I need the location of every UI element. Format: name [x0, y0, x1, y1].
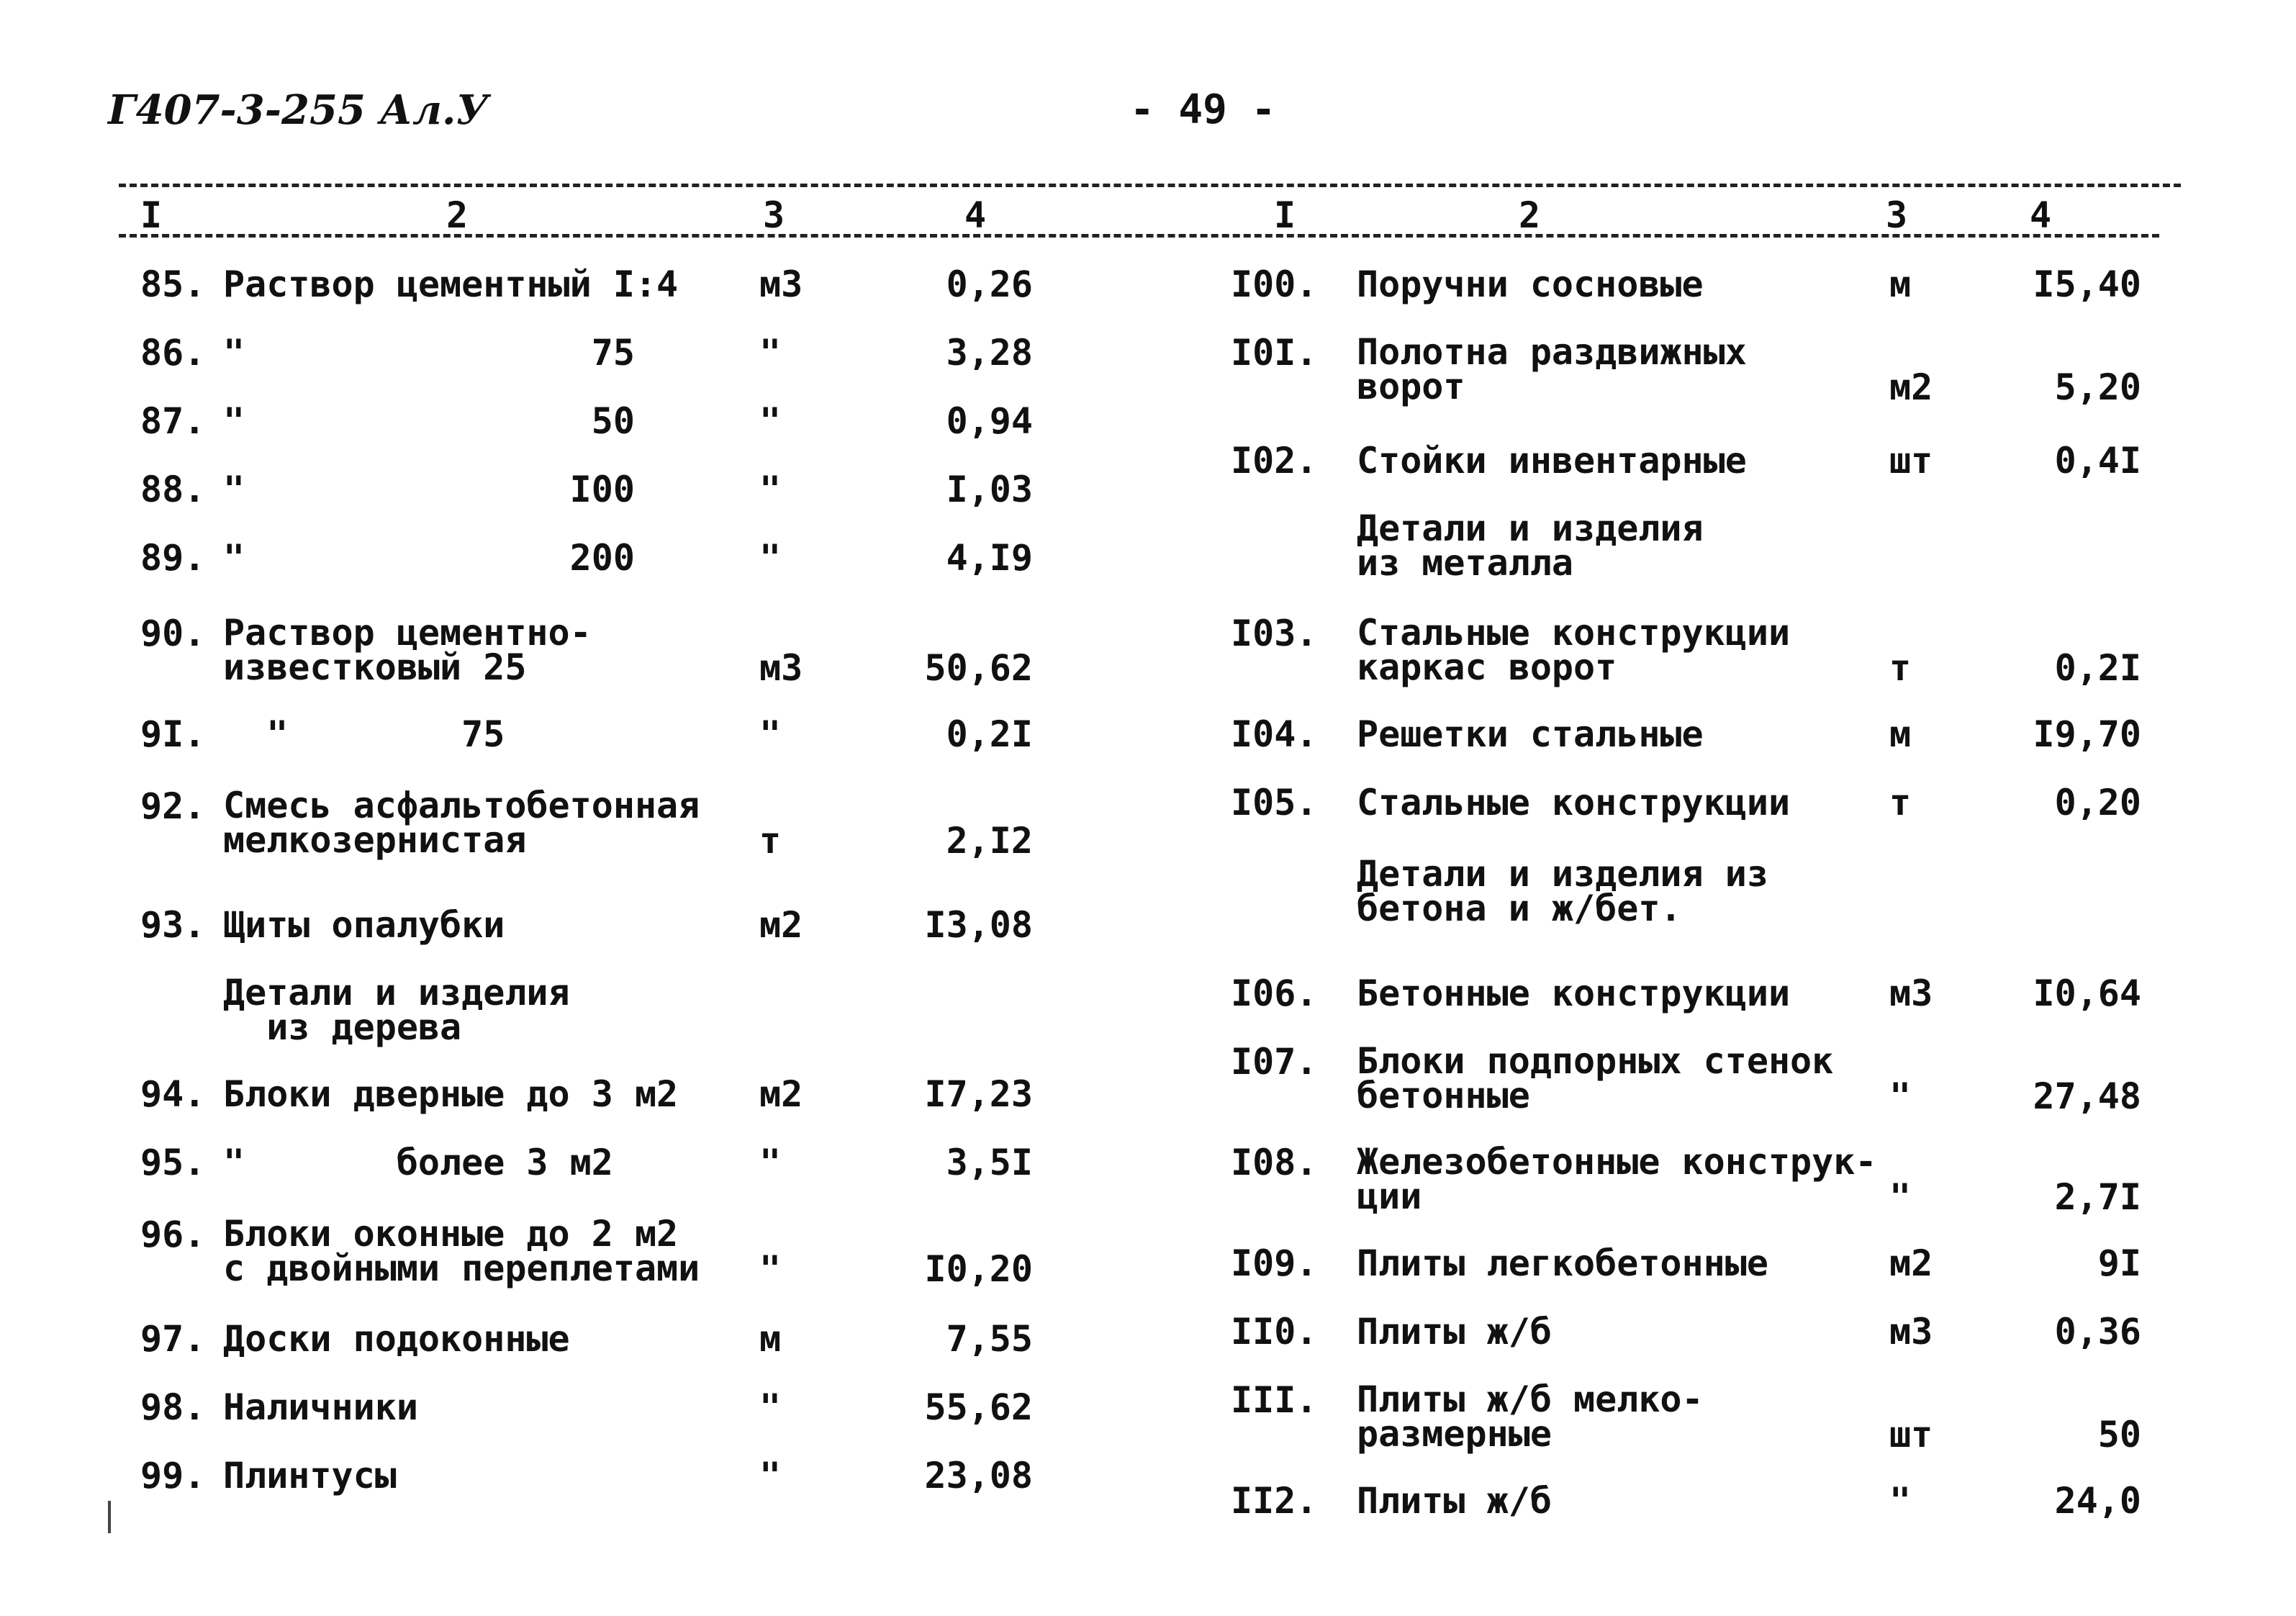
right-row-number: I06.: [1231, 972, 1318, 1014]
right-row-name: Полотна раздвижных ворот: [1357, 331, 1747, 407]
right-row-value: 27,48: [2033, 1075, 2141, 1117]
left-col-3-header: 3: [763, 194, 785, 236]
left-row-name: Раствор цементно- известковый 25: [223, 612, 592, 688]
left-row-number: 94.: [140, 1073, 206, 1115]
right-row-name: Стойки инвентарные: [1357, 440, 1747, 482]
right-row-unit: м2: [1889, 1242, 1933, 1284]
left-row-unit: ": [759, 537, 782, 579]
left-row-value: I3,08: [924, 904, 1033, 946]
left-row-value: 3,28: [946, 332, 1033, 374]
right-row-number: I00.: [1231, 263, 1318, 305]
left-row-number: 85.: [140, 263, 206, 305]
left-row-name: Смесь асфальтобетонная мелкозернистая: [223, 785, 700, 861]
left-row-unit: м2: [759, 904, 803, 946]
right-row-unit: ": [1889, 1075, 1912, 1117]
right-row-name: Детали и изделия из металла: [1357, 507, 1704, 584]
left-row-unit: м2: [759, 1073, 803, 1115]
left-row-name: Доски подоконные: [223, 1318, 570, 1360]
right-row-value: 24,0: [2054, 1480, 2141, 1522]
left-row-name: Детали и изделия из дерева: [223, 972, 570, 1048]
left-row-unit: ": [759, 713, 782, 755]
right-row-name: Поручни сосновые: [1357, 263, 1704, 305]
left-row-name: " 50: [223, 400, 635, 442]
left-col-4-header: 4: [964, 194, 987, 236]
left-row-unit: ": [759, 1142, 782, 1183]
left-row-unit: ": [759, 469, 782, 510]
right-row-value: 50: [2097, 1414, 2141, 1455]
right-row-value: I9,70: [2033, 713, 2141, 755]
left-row-name: Блоки дверные до 3 м2: [223, 1073, 679, 1115]
right-row-name: Блоки подпорных стенок бетонные: [1357, 1040, 1834, 1116]
right-row-unit: ": [1889, 1176, 1912, 1218]
right-row-value: 0,36: [2054, 1311, 2141, 1353]
right-row-unit: м3: [1889, 972, 1933, 1014]
right-row-unit: м: [1889, 263, 1912, 305]
right-row-name: Бетонные конструкции: [1357, 972, 1791, 1014]
left-row-unit: ": [759, 332, 782, 374]
right-row-number: I09.: [1231, 1242, 1318, 1284]
left-row-unit: т: [759, 820, 782, 862]
right-row-number: II2.: [1231, 1480, 1318, 1522]
right-row-unit: м: [1889, 713, 1912, 755]
left-row-name: Наличники: [223, 1386, 418, 1428]
right-row-name: Железобетонные конструк- ции: [1357, 1141, 1877, 1217]
right-col-3-header: 3: [1886, 194, 1908, 236]
left-row-value: 0,94: [946, 400, 1033, 442]
left-row-value: 4,I9: [946, 537, 1033, 579]
right-row-unit: м2: [1889, 366, 1933, 408]
left-row-name: " 200: [223, 537, 635, 579]
right-row-number: I05.: [1231, 782, 1318, 823]
margin-mark: [108, 1501, 111, 1533]
right-row-value: 0,2I: [2054, 647, 2141, 689]
left-row-name: " 75: [223, 713, 505, 755]
left-col-1-header: I: [140, 194, 163, 236]
right-row-value: I0,64: [2033, 972, 2141, 1014]
left-row-number: 99.: [140, 1455, 206, 1497]
right-col-4-header: 4: [2030, 194, 2052, 236]
right-row-number: I03.: [1231, 613, 1318, 654]
left-row-value: 7,55: [946, 1318, 1033, 1360]
left-row-number: 98.: [140, 1386, 206, 1428]
left-row-value: 0,2I: [946, 713, 1033, 755]
right-row-name: Детали и изделия из бетона и ж/бет.: [1357, 853, 1768, 929]
left-row-name: " более 3 м2: [223, 1142, 613, 1183]
right-row-value: 5,20: [2054, 366, 2141, 408]
left-row-name: " 75: [223, 332, 635, 374]
left-col-2-header: 2: [446, 194, 469, 236]
left-row-number: 86.: [140, 332, 206, 374]
left-row-unit: ": [759, 1455, 782, 1497]
left-row-unit: м3: [759, 647, 803, 689]
right-row-name: Стальные конструкции каркас ворот: [1357, 612, 1791, 688]
left-row-number: 9I.: [140, 713, 206, 755]
right-row-name: Плиты ж/б: [1357, 1480, 1552, 1522]
left-row-value: I0,20: [924, 1248, 1033, 1290]
left-row-value: 55,62: [924, 1386, 1033, 1428]
left-row-value: I,03: [946, 469, 1033, 510]
right-row-unit: м3: [1889, 1311, 1933, 1353]
document-code: Г407-3-255 Ал.У: [108, 86, 489, 134]
right-row-unit: шт: [1889, 1414, 1933, 1455]
left-row-number: 87.: [140, 400, 206, 442]
right-row-number: I0I.: [1231, 332, 1318, 374]
right-row-value: 2,7I: [2054, 1176, 2141, 1218]
left-row-number: 96.: [140, 1214, 206, 1255]
left-row-unit: ": [759, 400, 782, 442]
right-row-number: III.: [1231, 1379, 1318, 1421]
left-row-value: 3,5I: [946, 1142, 1033, 1183]
right-row-number: I04.: [1231, 713, 1318, 755]
left-row-unit: м3: [759, 263, 803, 305]
left-row-value: I7,23: [924, 1073, 1033, 1115]
right-row-number: II0.: [1231, 1311, 1318, 1353]
left-row-unit: ": [759, 1248, 782, 1290]
left-row-number: 88.: [140, 469, 206, 510]
left-row-name: Блоки оконные до 2 м2 с двойными переплетами: [223, 1213, 700, 1289]
left-row-name: Плинтусы: [223, 1455, 397, 1497]
right-row-unit: шт: [1889, 440, 1933, 482]
left-row-value: 23,08: [924, 1455, 1033, 1497]
right-row-number: I07.: [1231, 1041, 1318, 1083]
right-row-name: Стальные конструкции: [1357, 782, 1791, 823]
right-row-unit: ": [1889, 1480, 1912, 1522]
right-row-unit: т: [1889, 647, 1912, 689]
left-row-value: 0,26: [946, 263, 1033, 305]
left-row-number: 89.: [140, 537, 206, 579]
right-row-value: 0,4I: [2054, 440, 2141, 482]
left-row-number: 90.: [140, 613, 206, 654]
right-row-number: I08.: [1231, 1142, 1318, 1183]
left-row-number: 92.: [140, 785, 206, 827]
right-col-1-header: I: [1274, 194, 1296, 236]
left-row-unit: м: [759, 1318, 782, 1360]
table-header-rule: [119, 234, 2159, 238]
right-col-2-header: 2: [1519, 194, 1541, 236]
left-row-name: Раствор цементный I:4: [223, 263, 679, 305]
left-row-value: 50,62: [924, 647, 1033, 689]
right-row-value: I5,40: [2033, 263, 2141, 305]
right-row-value: 0,20: [2054, 782, 2141, 823]
left-row-number: 93.: [140, 904, 206, 946]
right-row-number: I02.: [1231, 440, 1318, 482]
left-row-number: 95.: [140, 1142, 206, 1183]
page-number: - 49 -: [1130, 86, 1276, 133]
right-row-value: 9I: [2097, 1242, 2141, 1284]
right-row-unit: т: [1889, 782, 1912, 823]
right-row-name: Плиты ж/б: [1357, 1311, 1552, 1353]
table-top-rule: [119, 184, 2181, 187]
left-row-value: 2,I2: [946, 820, 1033, 862]
right-row-name: Плиты легкобетонные: [1357, 1242, 1768, 1284]
right-row-name: Решетки стальные: [1357, 713, 1704, 755]
left-row-number: 97.: [140, 1318, 206, 1360]
left-row-name: " I00: [223, 469, 635, 510]
left-row-unit: ": [759, 1386, 782, 1428]
left-row-name: Щиты опалубки: [223, 904, 505, 946]
right-row-name: Плиты ж/б мелко- размерные: [1357, 1378, 1704, 1455]
